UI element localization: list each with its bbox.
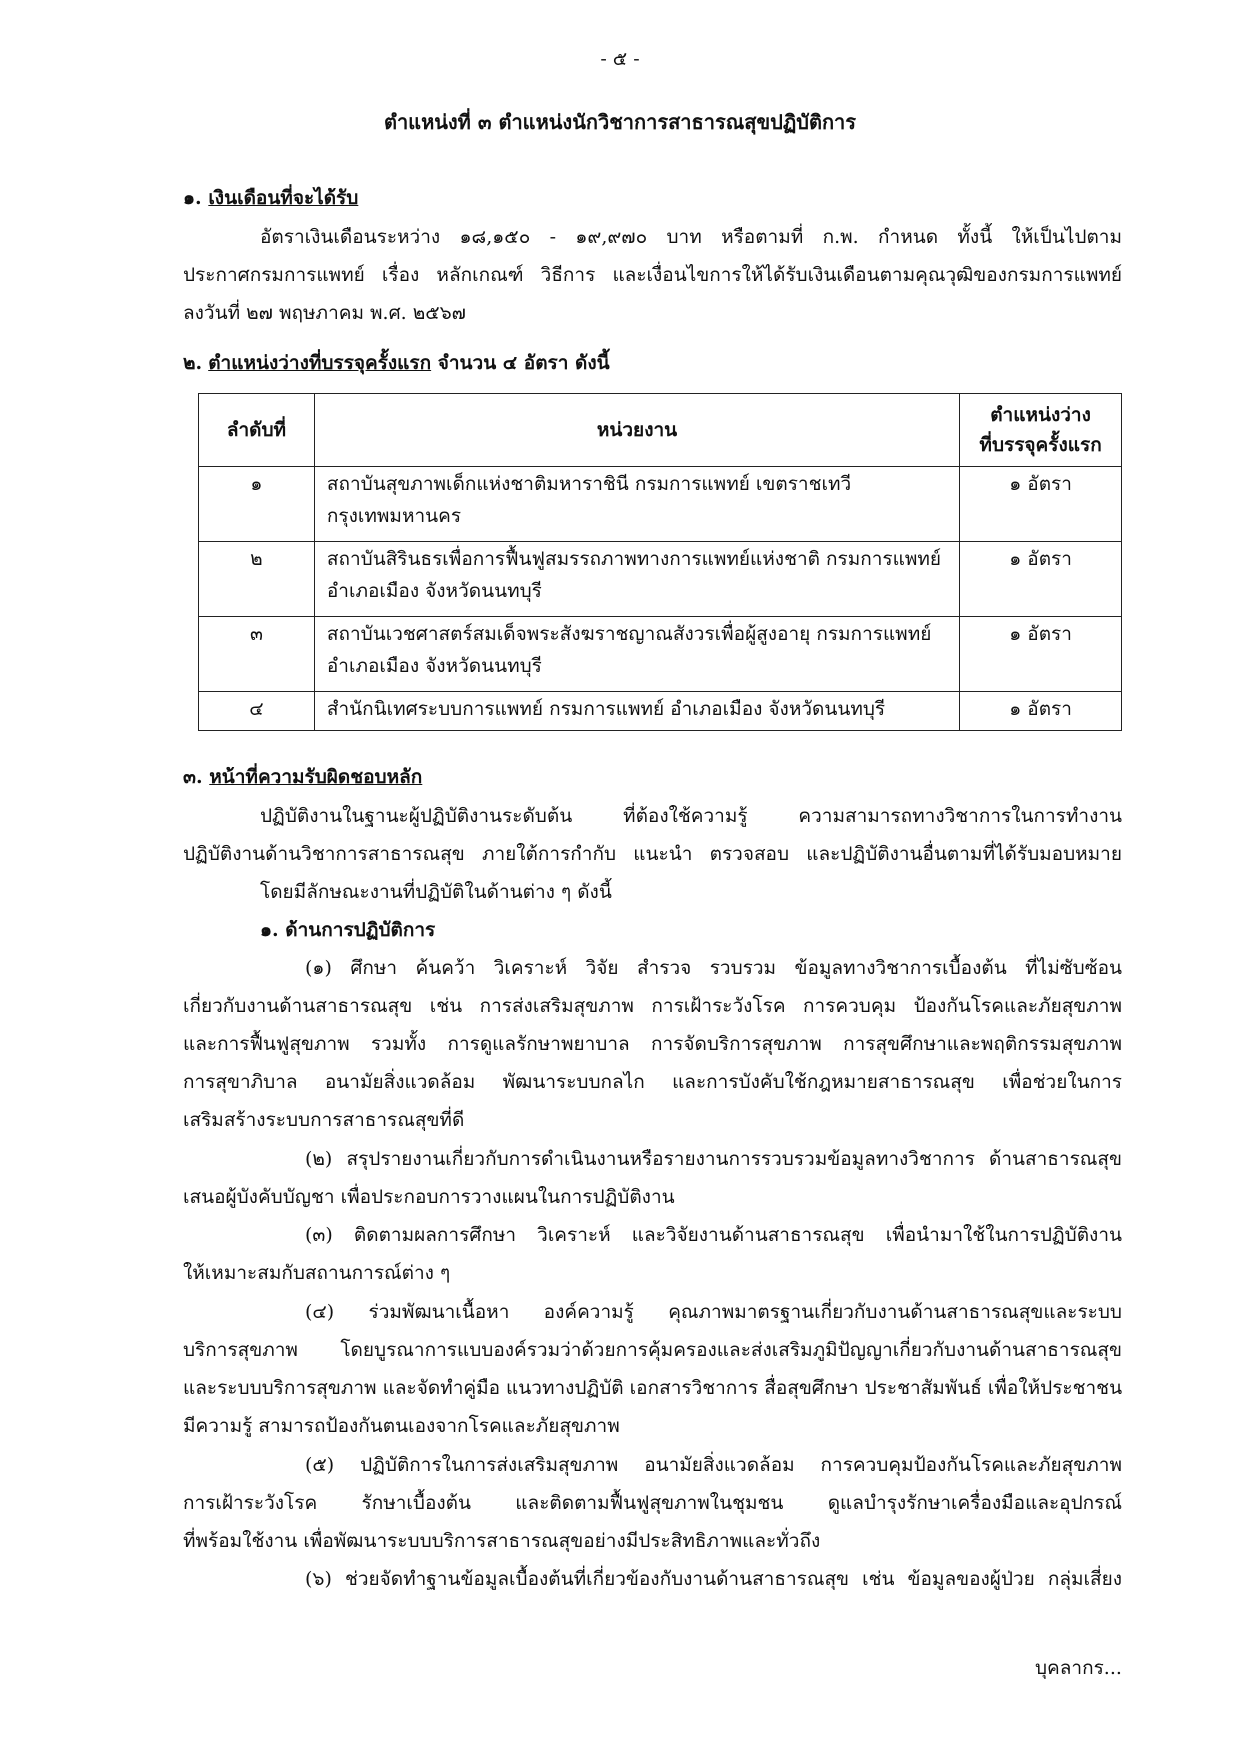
- duties-intro-3: โดยมีลักษณะงานที่ปฏิบัติในด้านต่าง ๆ ดังนี้: [260, 881, 612, 903]
- item-5-line-2: การเฝ้าระวังโรค รักษาเบื้องต้น และติดตามฟื้นฟูสุขภาพในชุมชน ดูแลบำรุงรักษาเครื่องมือและอุปกรณ์: [183, 1492, 1122, 1514]
- item-6-line-1: (๖) ช่วยจัดทำฐานข้อมูลเบื้องต้นที่เกี่ยวข้องกับงานด้านสาธารณสุข เช่น ข้อมูลของผู้ป่วย กลุ่มเสี่ยง: [305, 1568, 1122, 1590]
- duties-intro-1: ปฏิบัติงานในฐานะผู้ปฏิบัติงานระดับต้น ที่ต้องใช้ความรู้ ความสามารถทางวิชาการในการทำงาน: [260, 805, 1122, 827]
- item-4-line-2: บริการสุขภาพ โดยบูรณาการแบบองค์รวมว่าด้วยการคุ้มครองและส่งเสริมภูมิปัญญาเกี่ยวกับงานด้านสาธารณสุข: [183, 1339, 1122, 1361]
- section-3-title: หน้าที่ความรับผิดชอบหลัก: [209, 766, 423, 788]
- section-3-heading: [183, 762, 422, 792]
- page-number: - ๕ -: [600, 48, 640, 70]
- row-unit-line2: อำเภอเมือง จังหวัดนนทบุรี: [326, 655, 542, 677]
- item-3-line-2: ให้เหมาะสมกับสถานการณ์ต่าง ๆ: [183, 1262, 451, 1284]
- salary-line-2: ประกาศกรมการแพทย์ เรื่อง หลักเกณฑ์ วิธีการ และเงื่อนไขการให้ได้รับเงินเดือนตามคุณวุฒิของกรมการแพทย์: [183, 264, 1122, 286]
- row-number: ๒: [199, 542, 315, 617]
- row-number: ๔: [199, 692, 315, 731]
- item-1-line-1: (๑) ศึกษา ค้นคว้า วิเคราะห์ วิจัย สำรวจ รวบรวม ข้อมูลทางวิชาการเบื้องต้น ที่ไม่ซับซ้อน: [305, 957, 1122, 979]
- table-row: [199, 467, 1122, 542]
- item-4-line-1: (๔) ร่วมพัฒนาเนื้อหา องค์ความรู้ คุณภาพมาตรฐานเกี่ยวกับงานด้านสาธารณสุขและระบบ: [305, 1301, 1122, 1323]
- table-row: [199, 542, 1122, 617]
- row-unit: [314, 467, 959, 542]
- salary-line-1: อัตราเงินเดือนระหว่าง ๑๘,๑๕๐ - ๑๙,๙๗๐ บาท หรือตามที่ ก.พ. กำหนด ทั้งนี้ ให้เป็นไปตาม: [260, 226, 1122, 248]
- header-vacancy-line2: ที่บรรจุครั้งแรก: [979, 434, 1102, 456]
- page-title: ตำแหน่งที่ ๓ ตำแหน่งนักวิชาการสาธารณสุขปฏิบัติการ: [383, 110, 857, 134]
- item-5-line-3: ที่พร้อมใช้งาน เพื่อพัฒนาระบบบริการสาธารณสุขอย่างมีประสิทธิภาพและทั่วถึง: [183, 1530, 821, 1552]
- row-count: ๑ อัตรา: [960, 542, 1122, 617]
- header-order: ลำดับที่: [199, 394, 315, 467]
- item-4-line-4: มีความรู้ สามารถป้องกันตนเองจากโรคและภัยสุขภาพ: [183, 1415, 620, 1437]
- item-1-line-2: เกี่ยวกับงานด้านสาธารณสุข เช่น การส่งเสริมสุขภาพ การเฝ้าระวังโรค การควบคุม ป้องกันโรคและภัยสุขภาพ: [183, 995, 1122, 1017]
- section-2-heading: [183, 348, 610, 378]
- row-unit-line1: สถาบันสุขภาพเด็กแห่งชาติมหาราชินี กรมการแพทย์ เขตราชเทวี: [326, 473, 852, 495]
- vacancy-table: [198, 393, 1122, 731]
- item-1-line-4: การสุขาภิบาล อนามัยสิ่งแวดล้อม พัฒนาระบบกลไก และการบังคับใช้กฎหมายสาธารณสุข เพื่อช่วยในการ: [183, 1071, 1122, 1093]
- row-count: ๑ อัตรา: [960, 617, 1122, 692]
- continuation-text: บุคลากร...: [1035, 1657, 1122, 1679]
- row-unit: [314, 542, 959, 617]
- item-2-line-2: เสนอผู้บังคับบัญชา เพื่อประกอบการวางแผนในการปฏิบัติงาน: [183, 1186, 675, 1208]
- section-2-title: ตำแหน่งว่างที่บรรจุครั้งแรก: [208, 352, 432, 374]
- section-2-suffix: จำนวน ๔ อัตรา ดังนี้: [431, 352, 610, 374]
- table-row: [199, 692, 1122, 731]
- salary-line-3: ลงวันที่ ๒๗ พฤษภาคม พ.ศ. ๒๕๖๗: [183, 302, 466, 324]
- duties-intro-2: ปฏิบัติงานด้านวิชาการสาธารณสุข ภายใต้การกำกับ แนะนำ ตรวจสอบ และปฏิบัติงานอื่นตามที่ได้รับมอบหมาย: [183, 843, 1122, 865]
- item-1-line-3: และการฟื้นฟูสุขภาพ รวมทั้ง การดูแลรักษาพยาบาล การจัดบริการสุขภาพ การสุขศึกษาและพฤติกรรมสุขภาพ: [183, 1033, 1122, 1055]
- sub-heading-operations: ๑. ด้านการปฏิบัติการ: [260, 919, 436, 941]
- section-2-number: ๒.: [183, 352, 203, 374]
- row-unit-line2: อำเภอเมือง จังหวัดนนทบุรี: [326, 580, 542, 602]
- section-1-number: ๑.: [183, 187, 202, 209]
- item-1-line-5: เสริมสร้างระบบการสาธารณสุขที่ดี: [183, 1109, 465, 1131]
- section-1-title: เงินเดือนที่จะได้รับ: [208, 187, 359, 209]
- item-4-line-3: และระบบบริการสุขภาพ และจัดทำคู่มือ แนวทางปฏิบัติ เอกสารวิชาการ สื่อสุขศึกษา ประชาสัมพันธ์ เพื่อให้ประชาชน: [183, 1377, 1122, 1399]
- item-3-line-1: (๓) ติดตามผลการศึกษา วิเคราะห์ และวิจัยงานด้านสาธารณสุข เพื่อนำมาใช้ในการปฏิบัติงาน: [305, 1224, 1122, 1246]
- row-unit: สำนักนิเทศระบบการแพทย์ กรมการแพทย์ อำเภอเมือง จังหวัดนนทบุรี: [314, 692, 959, 731]
- row-number: ๓: [199, 617, 315, 692]
- row-number: ๑: [199, 467, 315, 542]
- row-unit-line2: กรุงเทพมหานคร: [326, 505, 462, 527]
- row-unit: [314, 617, 959, 692]
- header-vacancy: [960, 394, 1122, 467]
- row-count: ๑ อัตรา: [960, 467, 1122, 542]
- table-row: [199, 617, 1122, 692]
- section-1-heading: [183, 183, 358, 213]
- item-5-line-1: (๕) ปฏิบัติการในการส่งเสริมสุขภาพ อนามัยสิ่งแวดล้อม การควบคุมป้องกันโรคและภัยสุขภาพ: [305, 1454, 1122, 1476]
- table-header-row: [199, 394, 1122, 467]
- header-vacancy-line1: ตำแหน่งว่าง: [990, 404, 1091, 426]
- row-count: ๑ อัตรา: [960, 692, 1122, 731]
- section-3-number: ๓.: [183, 766, 203, 788]
- row-unit-line1: สถาบันสิรินธรเพื่อการฟื้นฟูสมรรถภาพทางการแพทย์แห่งชาติ กรมการแพทย์: [326, 548, 942, 570]
- row-unit-line1: สถาบันเวชศาสตร์สมเด็จพระสังฆราชญาณสังวรเพื่อผู้สูงอายุ กรมการแพทย์: [326, 623, 932, 645]
- header-unit: หน่วยงาน: [314, 394, 959, 467]
- item-2-line-1: (๒) สรุปรายงานเกี่ยวกับการดำเนินงานหรือรายงานการรวบรวมข้อมูลทางวิชาการ ด้านสาธารณสุข: [305, 1148, 1122, 1170]
